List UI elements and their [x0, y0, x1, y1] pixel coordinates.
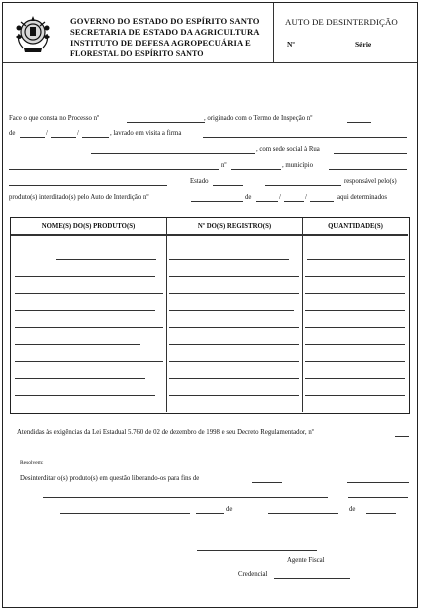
table-col-divider-1: [166, 218, 167, 412]
agent-signature-line[interactable]: [197, 550, 317, 551]
form-page: [2, 2, 418, 608]
sign-day-field[interactable]: [196, 513, 224, 514]
title-box-divider: [273, 3, 274, 63]
release-purpose-field-4[interactable]: [348, 497, 408, 498]
credential-field[interactable]: [274, 578, 350, 579]
table-row[interactable]: [169, 327, 299, 328]
col-header-quantities: QUANTIDADE(S): [328, 223, 383, 230]
table-row[interactable]: [169, 361, 299, 362]
law-statement: Atendidas às exigências da Lei Estadual 5.760 de 02 de dezembro de 1998 e seu Decreto Regulamentador, nº: [17, 429, 314, 436]
body-line-3: , com sede social à Rua: [256, 146, 320, 153]
header-institute: INSTITUTO DE DEFESA AGROPECUÁRIA E: [70, 38, 251, 48]
date-de-2: de: [349, 506, 356, 513]
header-secretariat: SECRETARIA DE ESTADO DA AGRICULTURA: [70, 27, 260, 37]
table-row[interactable]: [169, 395, 299, 396]
table-row[interactable]: [305, 344, 405, 345]
body-line-5a: Estado: [190, 178, 209, 185]
table-row[interactable]: [305, 327, 405, 328]
body-line-4b: , município: [282, 162, 313, 169]
table-col-divider-2: [302, 218, 303, 412]
interdiction-month-field[interactable]: [284, 201, 304, 202]
process-number-field[interactable]: [127, 122, 205, 123]
body-line-6e: aqui determinados: [337, 194, 388, 201]
inspection-month-field[interactable]: [51, 137, 76, 138]
table-row[interactable]: [307, 259, 405, 260]
table-row[interactable]: [15, 344, 140, 345]
body-line-2d: , lavrado em visita a firma: [110, 130, 182, 137]
form-title: AUTO DE DESINTERDIÇÃO: [285, 17, 398, 27]
table-row[interactable]: [305, 310, 405, 311]
header-institute-2: FLORESTAL DO ESPÍRITO SANTO: [70, 49, 204, 58]
table-row[interactable]: [15, 378, 145, 379]
interdiction-number-field[interactable]: [191, 201, 243, 202]
firm-name-field-cont[interactable]: [91, 153, 255, 154]
body-line-1a: Face o que consta no Processo nº: [9, 115, 100, 122]
place-field[interactable]: [60, 513, 190, 514]
body-line-4a: nº: [221, 162, 227, 169]
body-line-1b: , originado com o Termo de Inspeção nº: [204, 115, 313, 122]
inspection-day-field[interactable]: [20, 137, 45, 138]
table-row[interactable]: [169, 293, 299, 294]
municipality-field-cont[interactable]: [9, 185, 167, 186]
table-header-rule: [11, 234, 408, 236]
interdiction-day-field[interactable]: [256, 201, 278, 202]
firm-name-field[interactable]: [203, 137, 407, 138]
municipality-field[interactable]: [329, 169, 407, 170]
body-line-6b: de: [245, 194, 252, 201]
table-row[interactable]: [15, 327, 163, 328]
body-line-2a: de: [9, 130, 16, 137]
decree-number-field[interactable]: [395, 436, 409, 437]
release-purpose-field-3[interactable]: [43, 497, 328, 498]
table-row[interactable]: [305, 361, 405, 362]
table-row[interactable]: [305, 378, 405, 379]
table-row[interactable]: [305, 276, 405, 277]
body-line-2c: /: [77, 130, 79, 137]
body-line-6d: /: [305, 194, 307, 201]
table-row[interactable]: [169, 344, 299, 345]
interdiction-year-field[interactable]: [310, 201, 334, 202]
table-row[interactable]: [15, 361, 163, 362]
table-row[interactable]: [305, 293, 405, 294]
table-row[interactable]: [56, 259, 156, 260]
table-row[interactable]: [15, 293, 163, 294]
table-row[interactable]: [169, 276, 299, 277]
header-government: GOVERNO DO ESTADO DO ESPÍRITO SANTO: [70, 16, 260, 26]
responsible-field[interactable]: [265, 185, 341, 186]
col-header-product-names: NOME(S) DO(S) PRODUTO(S): [41, 223, 136, 230]
street-field[interactable]: [334, 153, 407, 154]
body-line-2b: /: [46, 130, 48, 137]
products-table: [10, 217, 410, 414]
release-statement: Desinterditar o(s) produto(s) em questão liberando-os para fins de: [20, 475, 200, 482]
table-row[interactable]: [15, 310, 155, 311]
table-row[interactable]: [15, 395, 155, 396]
release-purpose-field[interactable]: [252, 482, 282, 483]
table-row[interactable]: [169, 378, 299, 379]
number-label: Nº: [287, 40, 295, 49]
state-field[interactable]: [213, 185, 243, 186]
sign-year-field[interactable]: [366, 513, 396, 514]
inspection-year-field[interactable]: [82, 137, 109, 138]
resolve-label: Resolvem:: [20, 460, 44, 466]
credential-label: Credencial: [238, 571, 268, 578]
table-row[interactable]: [169, 259, 289, 260]
body-line-6a: produto(s) interditado(s) pelo Auto de Interdição nº: [9, 194, 149, 201]
table-row[interactable]: [305, 395, 405, 396]
table-row[interactable]: [15, 276, 155, 277]
body-line-6c: /: [279, 194, 281, 201]
body-line-5b: responsável pelo(s): [344, 178, 397, 185]
date-de-1: de: [226, 506, 233, 513]
sign-month-field[interactable]: [268, 513, 338, 514]
address-number-field[interactable]: [231, 169, 281, 170]
inspection-term-number-field[interactable]: [347, 122, 371, 123]
series-label: Série: [355, 40, 372, 49]
state-coat-of-arms-icon: [13, 12, 53, 56]
street-field-cont[interactable]: [9, 169, 219, 170]
release-purpose-field-2[interactable]: [347, 482, 409, 483]
agent-label: Agente Fiscal: [287, 557, 325, 564]
header-bottom-rule: [3, 62, 417, 63]
table-row[interactable]: [169, 310, 294, 311]
col-header-registrations: Nº DO(S) REGISTRO(S): [197, 223, 272, 230]
